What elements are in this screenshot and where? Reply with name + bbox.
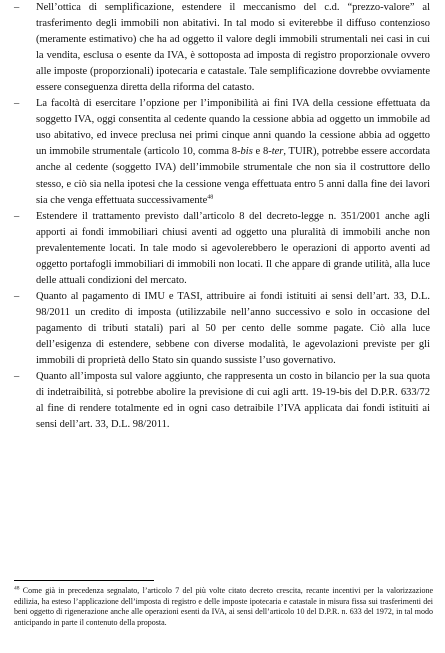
item-text: Quanto al pagamento di IMU e TASI, attribuire ai fondi istituiti ai sensi dell’art. 33, D.L. 98/2011 un credito di imposta (utilizzabile nell’anno successivo e solo in occasione del pagamento di tributi statali) pari al 50 per cento delle somme pagate. Ciò alla luce dell’esigenza di estendere, sebbene con diverse modalità, le agevolazioni previste per gli immobili di proprietà dello Stato sin quando sussiste l’uso governativo.	[36, 290, 430, 367]
item-text: , TUIR), potrebbe essere accordata anche al cedente (soggetto IVA) dell’immobile strumentale che non sia il costruttore dello stesso, e ciò sia nella ipotesi che la cessione venga effettuata entro 5 anni dalla fine dei lavori sia che venga effettuata successivamente	[36, 146, 430, 206]
footnote-text: Come già in precedenza segnalato, l’articolo 7 del più volte citato decreto crescita, recante incentivi per la valorizzazione edilizia, ha esteso l’applicazione dell’imposta di registro e delle imposte ipotecaria e catastale in misura fissa sui trasferimenti dei beni oggetto di rigenerazione anche alle operazioni esenti da IVA, ai sensi dell’articolo 10 del D.P.R. n. 633 del 1972, in tal modo anticipando in parte il contenuto della proposta.	[14, 586, 433, 627]
list-item	[14, 0, 430, 96]
item-text: La facoltà di esercitare l’opzione per l’imponibilità ai fini IVA della cessione effettuata da soggetto IVA, oggi consentita al cedente quando la cessione abbia ad oggetto un immobile ad uso abitativo, ed invece preclusa nei primi cinque anni quando la cessione abbia ad oggetto un immobile strumentale (articolo 10, comma 8-	[36, 98, 430, 158]
footnote	[14, 586, 433, 628]
dash-marker: –	[14, 98, 20, 110]
list-item	[14, 369, 430, 433]
item-text: Quanto all’imposta sul valore aggiunto, che rappresenta un costo in bilancio per la sua quota di indetraibilità, si potrebbe abolire la previsione di cui agli artt. 19-19-bis del D.P.R. 633/72 al fine di rendere totalmente ed in ogni caso detraibile l’IVA applicata dai fondi istituiti ai sensi dell’art. 33, D.L. 98/2011.	[36, 371, 430, 431]
footnote-reference[interactable]: 48	[207, 194, 214, 201]
item-text: Estendere il trattamento previsto dall’articolo 8 del decreto-legge n. 351/2001 anche agli apporti ai fondi immobiliari chiusi aventi ad oggetto una pluralità di immobili anche non prevalentemente locati. In tale modo si agevolerebbero le operazioni di apporto aventi ad oggetto portafogli immobiliari di immobili non locati. Il che appare di grande utilità, alla luce delle attuali condizioni del mercato.	[36, 210, 430, 286]
item-text: Nell’ottica di semplificazione, estendere il meccanismo del c.d. “prezzo-valore” al trasferimento degli immobili non abitativi. In tal modo si eviterebbe il diffuso contenzioso (meramente estimativo) che ha ad oggetto il valore degli immobili strumentali nei casi in cui la vendita, esclusa o esente da IVA, è sottoposta ad imposta di registro proporzionale ovvero alle imposte (proporzionali) ipotecaria e catastale. Tale semplificazione dovrebbe ovviamente essere conseguenza diretta della riforma del catasto.	[36, 2, 430, 94]
list-item	[14, 289, 430, 369]
dash-marker: –	[14, 2, 20, 13]
list-item	[14, 209, 430, 289]
dash-marker: –	[14, 371, 20, 383]
item-text: e 8-	[252, 146, 272, 158]
bullet-list	[14, 0, 430, 433]
item-text-italic: bis	[240, 146, 253, 158]
dash-marker: –	[14, 210, 20, 222]
footnote-marker: 48	[14, 585, 20, 592]
list-item	[14, 96, 430, 208]
dash-marker: –	[14, 290, 20, 302]
item-text-italic: ter	[271, 146, 284, 158]
footnote-separator	[14, 580, 154, 581]
